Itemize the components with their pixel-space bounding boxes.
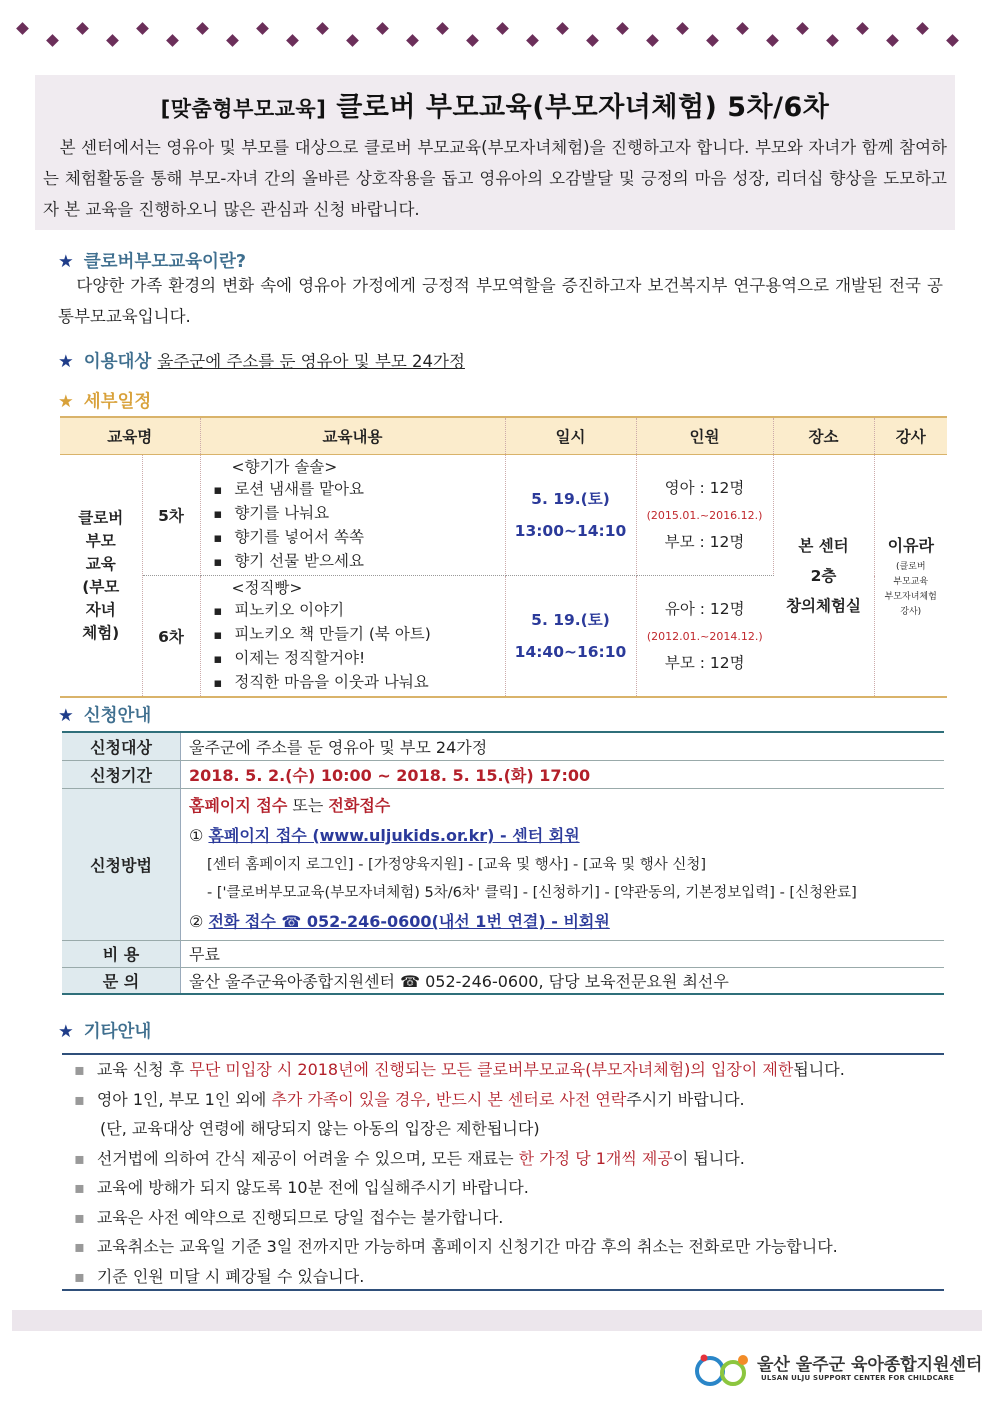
- instructor-cell: [874, 455, 947, 698]
- method-1-num: ①: [189, 826, 204, 845]
- list-item: ▪ 교육은 사전 예약으로 진행되므로 당일 접수는 불가합니다.: [74, 1203, 944, 1233]
- parents-count: 부모 : 12명: [664, 532, 745, 551]
- diamond-dot: [526, 34, 539, 47]
- diamond-dot: [106, 34, 119, 47]
- method-summary: [189, 791, 944, 821]
- etc-text: 영아 1인, 부모 1인 외에: [96, 1089, 272, 1109]
- instructor-note-line: (클로버: [895, 561, 926, 572]
- diamond-dot: [76, 22, 89, 35]
- apply-method-value: [181, 788, 945, 940]
- col-date: 일시: [505, 417, 636, 455]
- diamond-dot: [46, 34, 59, 47]
- table-row: [62, 940, 944, 967]
- place-line: 창의체험실: [786, 596, 861, 615]
- diamond-dot: [316, 22, 329, 35]
- org-logo: [695, 1350, 983, 1392]
- list-item: [74, 1055, 944, 1085]
- intro-text: [43, 132, 947, 225]
- program-name-line: (부모: [82, 577, 120, 596]
- kids-range: (2015.01.~2016.12.): [646, 508, 763, 522]
- list-item: ▪ 피노키오 책 만들기 (북 아트): [214, 623, 504, 647]
- list-item: ▪ 향기를 나눠요: [214, 502, 504, 526]
- diamond-dot: [466, 34, 479, 47]
- target-text: 울주군에 주소를 둔 영유아 및 부모 24가정: [157, 352, 465, 371]
- kids-range: (2012.01.~2014.12.): [646, 629, 763, 643]
- place-line: 본 센터: [798, 536, 849, 555]
- table-row: [62, 788, 944, 940]
- diamond-dot: [706, 34, 719, 47]
- target-heading-text: 이용대상: [83, 352, 152, 372]
- program-name-line: 부모: [85, 531, 116, 550]
- star-icon: ★: [58, 352, 74, 372]
- org-name: 울산 울주군 육아종합지원센터: [757, 1355, 983, 1375]
- diamond-dot: [286, 34, 299, 47]
- program-name-line: 체험): [82, 623, 120, 642]
- list-item: ▪ 로션 냄새를 맡아요: [214, 478, 504, 502]
- list-item: ▪ 향기 선물 받으세요: [214, 550, 504, 574]
- diamond-dot: [196, 22, 209, 35]
- date-cell: [505, 576, 636, 698]
- phone-link[interactable]: 전화 접수 ☎ 052-246-0600(내선 1번 연결) - 비회원: [208, 912, 610, 931]
- date-text: 5. 19.(토): [531, 490, 610, 508]
- table-row: [60, 455, 947, 576]
- diamond-dot: [856, 22, 869, 35]
- etc-text: 이 됩니다.: [672, 1148, 745, 1168]
- etc-highlight: 한 가정 당 1개씩 제공: [518, 1148, 673, 1168]
- method-2: [189, 907, 944, 937]
- schedule-heading: [58, 388, 151, 413]
- list-item: ▪ 교육취소는 교육일 기준 3일 전까지만 가능하며 홈페이지 신청기간 마감 후의 취소는 전화로만 가능합니다.: [74, 1232, 944, 1262]
- list-item: ▪ 이제는 정직할거야!: [214, 647, 504, 671]
- instructor-note-line: 강사): [900, 606, 922, 617]
- col-people: 인원: [636, 417, 773, 455]
- instructor-note-line: 부모교육: [893, 576, 929, 587]
- diamond-dot: [346, 34, 359, 47]
- list-item: ▪ 기준 인원 미달 시 폐강될 수 있습니다.: [74, 1262, 944, 1292]
- kids-count: 유아 : 12명: [664, 599, 745, 618]
- star-icon: ★: [58, 252, 74, 272]
- etc-highlight: 무단 미입장 시 2018년에 진행되는 모든 클로버부모교육(부모자녀체험)의 입장이 제한: [189, 1060, 794, 1079]
- apply-table: [62, 731, 944, 995]
- program-name-line: 교육: [85, 554, 116, 573]
- diamond-dot: [586, 34, 599, 47]
- org-name-english: ULSAN ULJU SUPPORT CENTER FOR CHILDCARE: [761, 1374, 955, 1382]
- apply-target-value: 울주군에 주소를 둔 영유아 및 부모 24가정: [181, 732, 945, 760]
- table-row: [62, 760, 944, 788]
- title-main: 클로버 부모교육(부모자녀체험) 5차/6차: [336, 92, 830, 123]
- program-name-line: 자녀: [85, 600, 116, 619]
- apply-period-label: 신청기간: [62, 760, 181, 788]
- etc-text: 교육 신청 후: [96, 1060, 190, 1079]
- content-subtitle: <정직빵>: [231, 579, 303, 597]
- program-name: [60, 455, 142, 698]
- diamond-dot: [256, 22, 269, 35]
- etc-highlight: 추가 가족이 있을 경우, 반드시 본 센터로 사전 연락: [271, 1089, 627, 1109]
- org-logo-icon: [695, 1350, 753, 1392]
- content-subtitle: <향기가 솔솔>: [231, 458, 338, 476]
- list-item: ▪ 교육에 방해가 되지 않도록 10분 전에 입실해주시기 바랍니다.: [74, 1173, 944, 1203]
- schedule-header-row: [60, 417, 947, 455]
- col-instructor: 강사: [874, 417, 947, 455]
- diamond-dot: [736, 22, 749, 35]
- content-list: [202, 478, 504, 574]
- about-heading-text: 클로버부모교육이란?: [83, 252, 246, 272]
- target-heading: [58, 348, 465, 373]
- apply-cost-label: 비 용: [62, 940, 181, 967]
- intro-body: 본 센터에서는 영유아 및 부모를 대상으로 클로버 부모교육(부모자녀체험)을 진행하고자 합니다. 부모와 자녀가 함께 참여하는 체험활동을 통해 부모-자녀 간의 올바른 상호작용을 돕고 영유아의 오감발달 및 긍정의 마음 성장, 리더십 향상을 도모하고자 본 교육을 진행하오니 많은 관심과 신청 바랍니다.: [43, 138, 947, 219]
- diamond-dot: [676, 22, 689, 35]
- footer-bar: [12, 1310, 982, 1331]
- apply-period-value: 2018. 5. 2.(수) 10:00 ~ 2018. 5. 15.(화) 17:00: [181, 760, 945, 788]
- diamond-dot: [826, 34, 839, 47]
- people-cell: [636, 576, 773, 698]
- date-text: 5. 19.(토): [531, 611, 610, 629]
- list-item: [74, 1144, 944, 1174]
- method-1-step-2: - ['클로버부모교육(부모자녀체험) 5차/6차' 클릭] - [신청하기] - [약관동의, 기본정보입력] - [신청완료]: [207, 885, 857, 901]
- apply-heading-text: 신청안내: [83, 706, 152, 726]
- list-item: ▪ 향기를 넣어서 쏙쏙: [214, 526, 504, 550]
- diamond-dot: [406, 34, 419, 47]
- etc-text: 선거법에 의하여 간식 제공이 어려울 수 있으며, 모든 재료는: [96, 1148, 519, 1168]
- content-cell: [200, 455, 505, 576]
- diamond-dot: [766, 34, 779, 47]
- parents-count: 부모 : 12명: [664, 653, 745, 672]
- page-title: [35, 85, 955, 124]
- header-box: [35, 75, 955, 230]
- col-place: 장소: [773, 417, 874, 455]
- about-body: 다양한 가족 환경의 변화 속에 영유아 가정에게 긍정적 부모역할을 증진하고자 보건복지부 연구용역으로 개발된 전국 공통부모교육입니다.: [58, 276, 943, 326]
- diamond-dot: [616, 22, 629, 35]
- diamond-dot: [16, 22, 29, 35]
- list-item: [74, 1085, 944, 1115]
- diamond-dot: [226, 34, 239, 47]
- method-summary-or: 또는: [292, 796, 324, 815]
- instructor-name: 이유라: [887, 535, 934, 555]
- content-cell: [200, 576, 505, 698]
- diamond-dot: [436, 22, 449, 35]
- etc-text: 됩니다.: [793, 1060, 845, 1079]
- diamond-dot: [646, 34, 659, 47]
- date-cell: [505, 455, 636, 576]
- diamond-dot: [796, 22, 809, 35]
- diamond-dot: [376, 22, 389, 35]
- list-item: (단, 교육대상 연령에 해당되지 않는 아동의 입장은 제한됩니다): [100, 1119, 540, 1138]
- table-row: [62, 967, 944, 994]
- method-1-step-1: [센터 홈페이지 로그인] - [가정양육지원] - [교육 및 행사] - [교육 및 행사 신청]: [207, 857, 707, 873]
- kids-count: 영아 : 12명: [664, 478, 745, 497]
- time-text: 13:00~14:10: [514, 522, 627, 540]
- apply-cost-value: 무료: [181, 940, 945, 967]
- etc-box: [62, 1053, 944, 1291]
- diamond-dot: [496, 22, 509, 35]
- diamond-dot: [946, 34, 959, 47]
- content-list: [202, 599, 504, 695]
- etc-text: 주시기 바랍니다.: [626, 1089, 745, 1109]
- list-item: ▪ 정직한 마음을 이웃과 나눠요: [214, 671, 504, 695]
- apply-contact-value: 울산 울주군육아종합지원센터 ☎ 052-246-0600, 담당 보육전문요원 최선우: [181, 967, 945, 994]
- time-text: 14:40~16:10: [514, 643, 627, 661]
- list-item: ▪ 피노키오 이야기: [214, 599, 504, 623]
- apply-heading: [58, 702, 151, 727]
- place-cell: [773, 455, 874, 698]
- apply-target-label: 신청대상: [62, 732, 181, 760]
- apply-contact-label: 문 의: [62, 967, 181, 994]
- diamond-dot: [916, 22, 929, 35]
- instructor-note-line: 부모자녀체험: [884, 591, 937, 602]
- schedule-heading-text: 세부일정: [83, 392, 152, 412]
- program-name-line: 클로버: [78, 508, 124, 527]
- people-cell: [636, 455, 773, 576]
- decorative-dot-border: [0, 22, 992, 46]
- col-name: 교육명: [60, 417, 200, 455]
- method-summary-b: 전화접수: [328, 796, 391, 815]
- round-label: 6차: [142, 576, 200, 698]
- col-content: 교육내용: [200, 417, 505, 455]
- etc-heading: [58, 1018, 151, 1043]
- method-2-num: ②: [189, 912, 204, 931]
- method-summary-a: 홈페이지 접수: [189, 796, 288, 815]
- about-text: [58, 270, 943, 332]
- schedule-table: [60, 416, 947, 698]
- instructor-note: [876, 560, 947, 620]
- star-icon: ★: [58, 392, 74, 412]
- diamond-dot: [166, 34, 179, 47]
- apply-method-label: 신청방법: [62, 788, 181, 940]
- place-line: 2층: [810, 566, 837, 585]
- round-label: 5차: [142, 455, 200, 576]
- star-icon: ★: [58, 1022, 74, 1042]
- diamond-dot: [136, 22, 149, 35]
- title-prefix: [맞춤형부모교육]: [160, 97, 327, 121]
- diamond-dot: [556, 22, 569, 35]
- etc-heading-text: 기타안내: [83, 1022, 152, 1042]
- etc-list: [62, 1055, 944, 1291]
- diamond-dot: [886, 34, 899, 47]
- star-icon: ★: [58, 706, 74, 726]
- table-row: [62, 732, 944, 760]
- method-1: [189, 821, 944, 851]
- homepage-link[interactable]: 홈페이지 접수 (www.uljukids.or.kr) - 센터 회원: [208, 826, 580, 845]
